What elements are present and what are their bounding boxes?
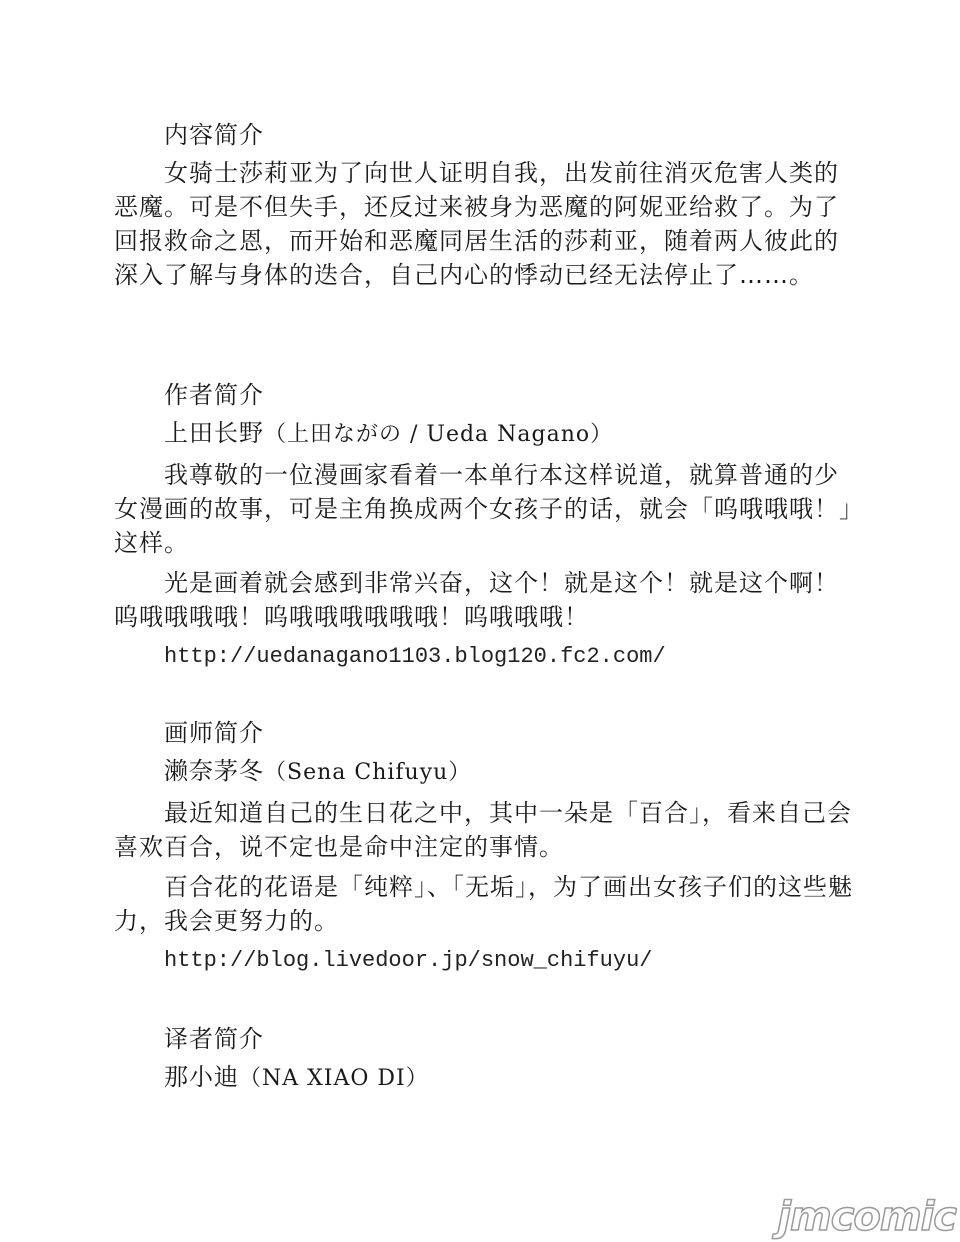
translator-section (114, 1022, 854, 1102)
author-url[interactable]: http://uedanagano1103.blog120.fc2.com/ (164, 644, 666, 669)
summary-heading: 内容简介 (164, 121, 264, 149)
author-paragraph-1: 我尊敬的一位漫画家看着一本单行本这样说道，就算普通的少女漫画的故事，可是主角换成两个女孩子的话，就会「呜哦哦哦！」这样。 (114, 461, 852, 557)
illustrator-paragraph-2: 百合花的花语是「纯粹」、「无垢」，为了画出女孩子们的这些魅力，我会更努力的。 (114, 873, 853, 935)
translator-heading: 译者简介 (164, 1025, 264, 1053)
illustrator-paragraph-1: 最近知道自己的生日花之中，其中一朵是「百合」，看来自己会喜欢百合，说不定也是命中注定的事情。 (114, 799, 852, 861)
summary-section (114, 118, 854, 298)
illustrator-byline (164, 754, 854, 790)
illustrator-heading: 画师简介 (164, 719, 264, 747)
illustrator-name-original: （Sena Chifuyu） (264, 760, 472, 785)
author-byline (164, 416, 854, 452)
illustrator-section (114, 716, 854, 978)
author-paragraph-2: 光是画着就会感到非常兴奋，这个！就是这个！就是这个啊！呜哦哦哦哦！呜哦哦哦哦哦哦！呜哦哦哦！ (114, 569, 839, 631)
translator-byline (164, 1060, 854, 1096)
author-name: 上田长野 (164, 419, 264, 447)
author-name-original: （上田ながの / Ueda Nagano） (264, 422, 614, 447)
translator-name-original: （NA XIAO DI） (239, 1066, 429, 1091)
illustrator-url[interactable]: http://blog.livedoor.jp/snow_chifuyu/ (164, 948, 653, 973)
translator-name: 那小迪 (164, 1063, 239, 1091)
watermark-logo: jmcomic (777, 1194, 956, 1240)
summary-paragraph: 女骑士莎莉亚为了向世人证明自我，出发前往消灭危害人类的恶魔。可是不但失手，还反过来被身为恶魔的阿妮亚给救了。为了回报救命之恩，而开始和恶魔同居生活的莎莉亚，随着两人彼此的深入了解与身体的迭合，自己内心的悸动已经无法停止了……。 (114, 159, 839, 289)
illustrator-name: 濑奈茅冬 (164, 757, 264, 785)
author-heading: 作者简介 (164, 381, 264, 409)
author-section (114, 378, 854, 674)
